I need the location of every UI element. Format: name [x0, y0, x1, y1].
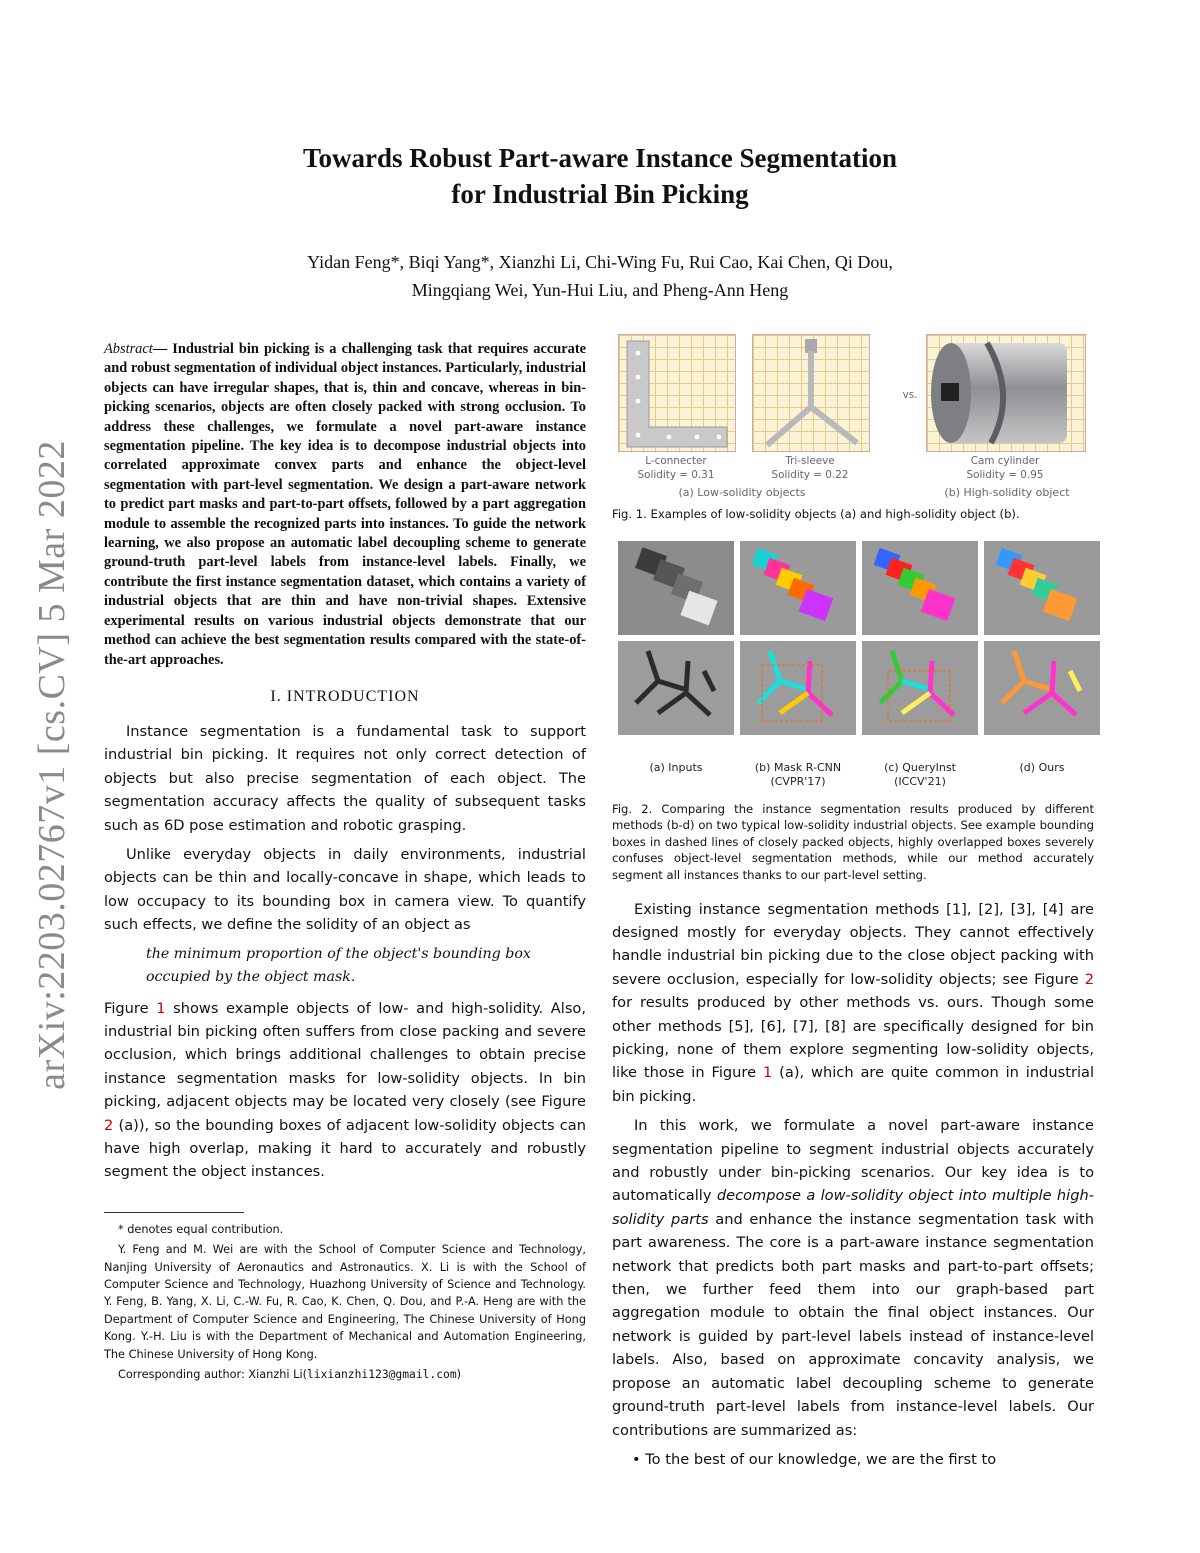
- figure-2-caption: Fig. 2. Comparing the instance segmentation results produced by different methods (b-d) on two typical low-solidity industrial objects. See example bounding boxes in dashed lines of closely packed objects, highly overlapped boxes severely confuses object-level segmentation methods, while our method accurately segment all instances thanks to our part-level setting.: [612, 801, 1094, 882]
- ours-tile-trisleeve: [984, 641, 1100, 735]
- figure-ref-link[interactable]: 1: [762, 1064, 773, 1082]
- footnote-equal-contribution: * denotes equal contribution.: [118, 1222, 284, 1236]
- cam-cylinder-caption: Cam cylinder Solidity = 0.95: [966, 455, 1044, 481]
- figure-ref-link[interactable]: 2: [104, 1116, 114, 1134]
- figure-ref-link[interactable]: 1: [156, 999, 166, 1017]
- colored-masks-d: [984, 541, 1100, 635]
- colored-masks-b: [740, 541, 856, 635]
- arxiv-identifier: arXiv:2203.02767v1 [cs.CV] 5 Mar 2022: [31, 440, 73, 1090]
- figure-1-caption: Fig. 1. Examples of low-solidity objects (a) and high-solidity object (b).: [612, 507, 1020, 521]
- l-connecter-shape: [619, 335, 735, 451]
- intro-paragraph-2: Unlike everyday objects in daily environments, industrial objects can be thin and locally-concave in shape, which leads to low occupacy to its bounding box in camera view. To quantify such effects, we define the solidity of an object as: [104, 845, 586, 934]
- figure-1: [612, 330, 1094, 500]
- trisleeve-b: [740, 641, 856, 735]
- vs-label: vs.: [902, 389, 918, 401]
- author-list: Yidan Feng*, Biqi Yang*, Xianzhi Li, Chi-Wing Fu, Rui Cao, Kai Chen, Qi Dou, Mingqiang Wei, Yun-Hui Liu, and Pheng-Ann Heng: [307, 252, 893, 300]
- right-column: [612, 330, 1094, 1471]
- trisleeve-c: [862, 641, 978, 735]
- solidity-definition: the minimum proportion of the object's bounding box occupied by the object mask.: [146, 945, 531, 985]
- cam-cylinder-shape: [927, 335, 1085, 451]
- maskrcnn-tile-lconnecter: [740, 541, 856, 635]
- intro-paragraph-3: Figure 1 shows example objects of low- and high-solidity. Also, industrial bin picking often suffers from close packing and severe occlusion, which brings additional challenges to obtain precise instance segmentation masks for low-solidity objects. In bin picking, adjacent objects may be located very closely (see Figure 2 (a)), so the bounding boxes of adjacent low-solidity objects can have high overlap, making it hard to accurately and robustly segment the object instances.: [104, 999, 586, 1181]
- tri-sleeve-caption: Tri-sleeve Solidity = 0.22: [771, 455, 849, 481]
- input-tile-trisleeve: [618, 641, 734, 735]
- colored-masks-c: [862, 541, 978, 635]
- fig2-label-ours: (d) Ours: [1019, 760, 1065, 774]
- contribution-bullet-1: • To the best of our knowledge, we are the first to: [632, 1450, 997, 1468]
- author-email[interactable]: lixianzhi123@gmail.com: [307, 1368, 457, 1382]
- fig1-subcaption-a: (a) Low-solidity objects: [678, 486, 806, 499]
- footnote-divider: [104, 1212, 244, 1213]
- tri-sleeve-shape: [753, 335, 869, 451]
- input-tile-lconnecter: [618, 541, 734, 635]
- figure-2: [612, 533, 1094, 761]
- stacked-parts-gray: [618, 541, 734, 635]
- fig2-label-maskrcnn: (b) Mask R-CNN (CVPR'17): [754, 760, 842, 788]
- fig2-label-queryinst: (c) QueryInst (ICCV'21): [884, 760, 956, 788]
- trisleeve-d: [984, 641, 1100, 735]
- trisleeve-gray: [618, 641, 734, 735]
- footnote-corresponding-author: Corresponding author: Xianzhi Li(lixianzhi123@gmail.com): [118, 1368, 462, 1382]
- footnote-affiliations: Y. Feng and M. Wei are with the School of Computer Science and Technology, Nanjing University of Aeronautics and Astronautics. X. Li is with the School of Computer Science and Technology, Huazhong University of Science and Technology. Y. Feng, B. Yang, X. Li, C.-W. Fu, R. Cao, K. Chen, Q. Dou, and P.-A. Heng are with the Department of Computer Science and Engineering, The Chinese University of Hong Kong. Y.-H. Liu is with the Department of Mechanical and Automation Engineering, The Chinese University of Hong Kong.: [104, 1243, 586, 1361]
- queryinst-tile-lconnecter: [862, 541, 978, 635]
- figure-ref-link[interactable]: 2: [1084, 970, 1094, 988]
- abstract: Abstract— Industrial bin picking is a challenging task that requires accurate and robust segmentation of individual object instances. Particularly, industrial objects can have irregular shapes, that is, thin and concave, whereas in bin-picking scenarios, objects are often closely packed with strong occlusion. To address these challenges, we formulate a novel part-aware instance segmentation pipeline. The key idea is to decompose industrial objects into correlated approximate convex parts and enhance the object-level segmentation with part-level segmentation. We design a part-aware network to predict part masks and part-to-part offsets, followed by a part aggregation module to assemble the recognized parts into instances. To guide the network learning, we also propose an automatic label decoupling scheme to generate ground-truth part-level labels from instance-level labels. Finally, we contribute the first instance segmentation dataset, which contains a variety of industrial objects that are thin and have non-trivial shapes. Extensive experimental results on various industrial objects demonstrate that our method can achieve the best segmentation results compared with the state-of-the-art approaches.: [104, 341, 586, 668]
- l-connecter-caption: L-connecter Solidity = 0.31: [637, 455, 715, 481]
- l-connecter-image: [618, 334, 736, 452]
- left-column: [104, 340, 586, 1386]
- ours-tile-lconnecter: [984, 541, 1100, 635]
- queryinst-tile-trisleeve: [862, 641, 978, 735]
- paper-title: Towards Robust Part-aware Instance Segmentation for Industrial Bin Picking: [303, 143, 897, 209]
- intro-paragraph-1: Instance segmentation is a fundamental task to support industrial bin picking. It requires not only correct detection of objects but also precise segmentation of each object. The segmentation accuracy affects the quality of subsequent tasks such as 6D pose estimation and robotic grasping.: [104, 722, 586, 834]
- fig2-label-inputs: (a) Inputs: [649, 760, 703, 774]
- maskrcnn-tile-trisleeve: [740, 641, 856, 735]
- fig1-subcaption-b: (b) High-solidity object: [944, 486, 1070, 499]
- section-heading-introduction: I. INTRODUCTION: [270, 687, 420, 705]
- figure-2-column-labels: [612, 761, 1094, 797]
- right-paragraph-1: Existing instance segmentation methods [1], [2], [3], [4] are designed mostly for everyday objects. They cannot effectively handle industrial bin picking due to the close object packing with severe occlusion, especially for low-solidity objects; see Figure 2 for results produced by other methods vs. ours. Though some other methods [5], [6], [7], [8] are specifically designed for bin picking, none of them explore segmenting low-solidity objects, like those in Figure 1 (a), which are quite common in industrial bin picking.: [612, 900, 1095, 1105]
- cam-cylinder-image: [926, 334, 1086, 452]
- tri-sleeve-image: [752, 334, 870, 452]
- arxiv-sidebar-stamp: [22, 420, 82, 1110]
- right-paragraph-2: In this work, we formulate a novel part-aware instance segmentation pipeline to segment industrial objects accurately and robustly under bin-picking scenarios. Our key idea is to automatically decompose a low-solidity object into multiple high-solidity parts and enhance the instance segmentation task with part awareness. The core is a part-aware instance segmentation network that predicts both part masks and part-to-part offsets; then, we further feed them into our graph-based part aggregation module to obtain the final object instances. Our network is guided by part-level labels instead of instance-level labels. Also, based on approximate concavity analysis, we propose an automatic label decoupling scheme to generate ground-truth part-level labels from instance-level labels. Our contributions are summarized as:: [612, 1117, 1094, 1439]
